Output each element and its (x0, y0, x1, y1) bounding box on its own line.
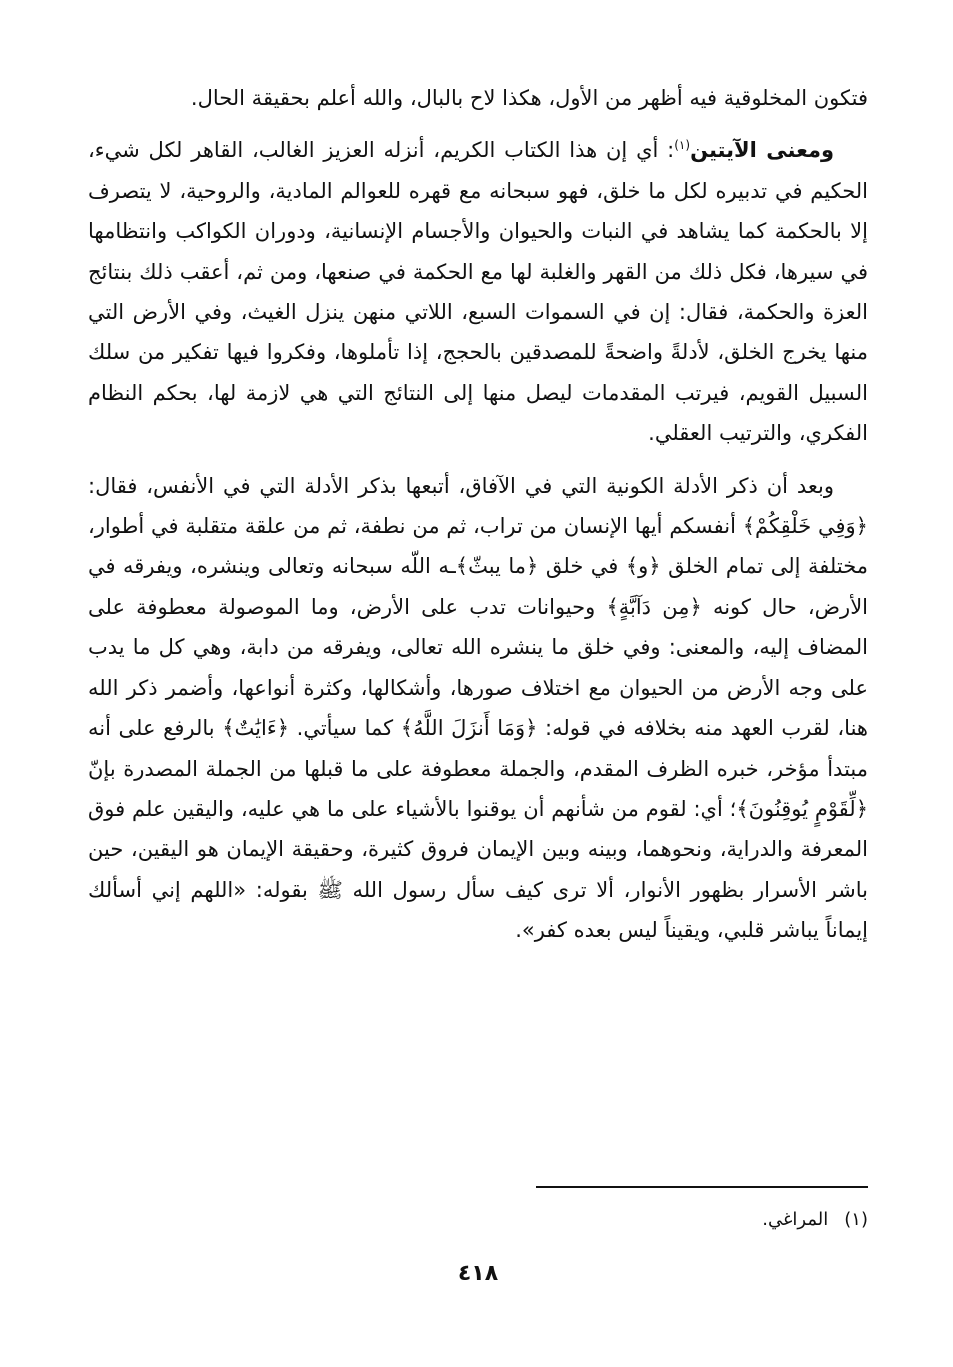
paragraph-2 (88, 130, 868, 453)
paragraph-3-part-3: في خلق (538, 554, 626, 579)
footnote-number: (١) (844, 1209, 868, 1230)
quran-quote-3: ﴿ما يبثّ﴾ (455, 554, 539, 579)
paragraph-3-part-4: ـه اللّه سبحانه وتعالى وينشره، ويفرقه في الأرض، حال كونه (88, 554, 869, 619)
quran-quote-1: ﴿وَفِي خَلْقِكُمْ﴾ (742, 514, 868, 539)
footnote (762, 1206, 868, 1234)
quran-quote-2: ﴿و﴾ (625, 554, 661, 579)
paragraph-3-part-2: أنفسكم أيها الإنسان من تراب، ثم من نطفة، ثم من علقة متقلبة في أطوار، مختلفة إلى تمام الخلق (88, 514, 869, 579)
paragraph-1 (88, 78, 868, 118)
footnote-separator (536, 1186, 868, 1188)
paragraph-2-lead: ومعنى الآيتين (690, 138, 834, 163)
quran-quote-5: ﴿وَمَا أَنزَلَ اللَّهُ﴾ (400, 716, 538, 741)
main-text (88, 78, 868, 951)
book-page (88, 78, 869, 1286)
footnote-text: المراغي. (762, 1209, 829, 1230)
quran-quote-7: ﴿لِّقَوْمٍ يُوقِنُونَ﴾ (736, 796, 868, 821)
page-number: ٤١٨ (457, 1261, 499, 1286)
quran-quote-4: ﴿مِن دَآبَّةٍ﴾ (606, 594, 702, 619)
paragraph-3 (88, 466, 868, 951)
paragraph-3-part-1: وبعد أن ذكر الأدلة الكونية التي في الآفاق، أتبعها بذكر الأدلة التي في الأنفس، فقال: (88, 473, 834, 498)
paragraph-1-text: فتكون المخلوقية فيه أظهر من الأول، هكذا لاح بالبال، والله أعلم بحقيقة الحال. (190, 86, 868, 110)
paragraph-3-part-5: وحيوانات تدب على الأرض، وما الموصولة معطوفة على المضاف إليه، والمعنى: وفي خلق ما ينشره الله تعالى، ويفرقه من دابة، وهي كل ما يدب على وجه الأرض من الحيوان مع اختلاف صورها، وأشكالها، وكثرة أنواعها، وأضمر ذكر الله هنا، لقرب العهد منه بخلافه في قوله: (88, 594, 868, 741)
paragraph-3-part-7: بالرفع على أنه مبتدأ مؤخر، خبره الظرف المقدم، والجملة معطوفة على ما قبلها من الجملة المصدرة بإنّ (88, 716, 868, 781)
paragraph-3-part-6: كما سيأتي. (289, 716, 401, 741)
footnote-reference[interactable]: (١) (674, 138, 691, 153)
paragraph-3-part-8: ؛ أي: لقوم من شأنهم أن يوقنوا بالأشياء على ما هي عليه، واليقين علم فوق المعرفة والدراية، ونحوهما، وبينه وبين الإيمان فروق كثيرة، وحقيقة الإيمان هو اليقين، حين باشر الأسرار بظهور الأنوار، ألا ترى كيف سأل رسول الله ﷺ بقوله: «اللهم إني أسألك إيماناً يباشر قلبي، ويقيناً ليس بعده كفر». (88, 796, 868, 943)
paragraph-2-text: : أي إن هذا الكتاب الكريم، أنزله العزيز الغالب، القاهر لكل شيء، الحكيم في تدبيره لكل ما خلق، فهو سبحانه مع قهره للعوالم المادية، والروحية، لا يتصرف إلا بالحكمة كما يشاهد في النبات والحيوان والأجسام الإنسانية، ودوران الكواكب وانتظامها في سيرها، فكل ذلك من القهر والغلبة لها مع الحكمة في صنعها، ومن ثم، أعقب ذلك بنتائج العزة والحكمة، فقال: إن في السموات السبع، اللاتي منهن ينزل الغيث، وفي الأرض التي منها يخرج الخلق، لأدلةً واضحةً للمصدقين بالحجج، إذا تأملوها، وفكروا فيها تفكير من سلك السبيل القويم، فيرتب المقدمات ليصل منها إلى النتائج التي هي لازمة لها، بحكم النظام الفكري، والترتيب العقلي. (88, 138, 868, 446)
quran-quote-6: ﴿ءَايَٰتٌ﴾ (222, 716, 290, 741)
